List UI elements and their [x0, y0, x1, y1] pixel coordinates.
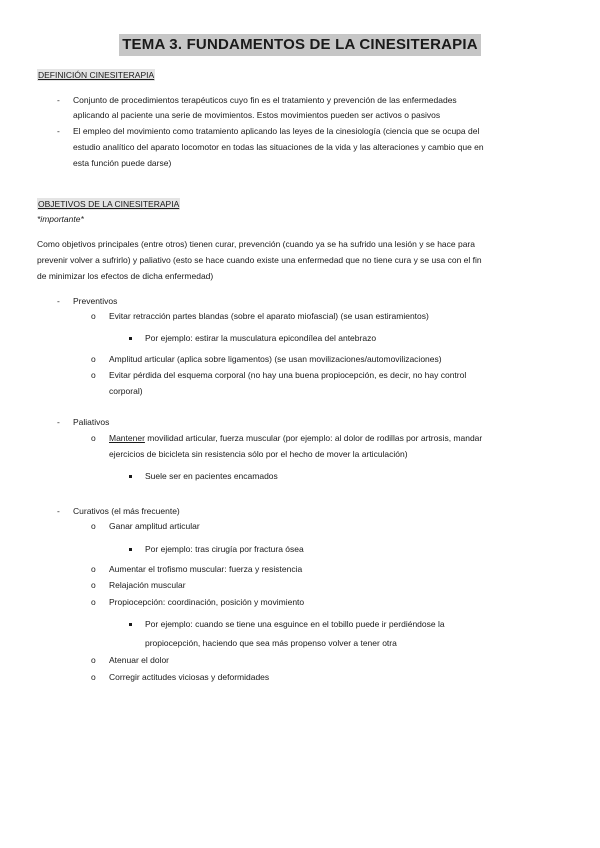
list-item: Propiocepción: coordinación, posición y movimiento	[109, 597, 305, 607]
dash-marker: -	[57, 506, 60, 516]
square-bullet-icon	[129, 548, 132, 551]
importance-note: *importante*	[37, 214, 84, 224]
circle-marker: o	[91, 672, 96, 682]
list-item-text: movilidad articular, fuerza muscular (por ejemplo: al dolor de rodillas por artrosis, mandar	[144, 433, 483, 443]
list-item: ejercicios de bicicleta sin resistencia sólo por el hecho de mover la articulación)	[109, 449, 408, 459]
list-item: Atenuar el dolor	[109, 655, 170, 665]
list-item: Ganar amplitud articular	[109, 521, 200, 531]
definition-line: Conjunto de procedimientos terapéuticos cuyo fin es el tratamiento y prevención de las enfermedades	[73, 95, 457, 105]
list-item: Por ejemplo: estirar la musculatura epicondílea del antebrazo	[145, 333, 377, 343]
list-item: Aumentar el trofismo muscular: fuerza y resistencia	[109, 564, 303, 574]
circle-marker: o	[91, 564, 96, 574]
list-item: Amplitud articular (aplica sobre ligamentos) (se usan movilizaciones/automovilizaciones)	[109, 354, 442, 364]
intro-line: prevenir volver a sufrirlo) y paliativo (esto se hace cuando existe una enfermedad que no tiene cura y se usa con el fin	[37, 255, 482, 265]
square-bullet-icon	[129, 623, 132, 626]
list-item: Por ejemplo: cuando se tiene una esguince en el tobillo puede ir perdiéndose la	[145, 619, 445, 629]
definition-line: aplicando al paciente una serie de movimientos. Estos movimientos pueden ser activos o pasivos	[73, 110, 441, 120]
list-item: Corregir actitudes viciosas y deformidades	[109, 672, 270, 682]
intro-line: de minimizar los efectos de dicha enfermedad)	[37, 271, 214, 281]
list-item-preventivos: Preventivos	[73, 296, 118, 306]
circle-marker: o	[91, 580, 96, 590]
circle-marker: o	[91, 655, 96, 665]
dash-marker: -	[57, 296, 60, 306]
intro-line: Como objetivos principales (entre otros) tienen curar, prevención (cuando ya se ha sufrido una lesión y se hace para	[37, 239, 475, 249]
list-item: corporal)	[109, 386, 143, 396]
square-bullet-icon	[129, 337, 132, 340]
definition-line: El empleo del movimiento como tratamiento aplicando las leyes de la cinesiología (ciencia que se ocupa del	[73, 126, 480, 136]
dash-marker: -	[57, 126, 60, 136]
circle-marker: o	[91, 597, 96, 607]
circle-marker: o	[91, 354, 96, 364]
circle-marker: o	[91, 433, 96, 443]
definition-line: estudio analítico del aparato locomotor en todas las situaciones de la vida y las alteraciones y cambio que en	[73, 142, 484, 152]
circle-marker: o	[91, 311, 96, 321]
page-title: TEMA 3. FUNDAMENTOS DE LA CINESITERAPIA	[119, 34, 481, 56]
list-item: Evitar pérdida del esquema corporal (no hay una buena propiocepción, es decir, no hay control	[109, 370, 467, 380]
list-item: Por ejemplo: tras cirugía por fractura ósea	[145, 544, 304, 554]
circle-marker: o	[91, 370, 96, 380]
list-item-paliativos: Paliativos	[73, 417, 110, 427]
list-item-curativos: Curativos (el más frecuente)	[73, 506, 180, 516]
list-item: Evitar retracción partes blandas (sobre el aparato miofascial) (se usan estiramientos)	[109, 311, 429, 321]
list-item	[109, 431, 482, 447]
list-item: Relajación muscular	[109, 580, 186, 590]
dash-marker: -	[57, 417, 60, 427]
section-heading-definicion: DEFINICIÓN CINESITERAPIA	[38, 70, 155, 80]
list-item: propiocepción, haciendo que sea más propenso volver a tener otra	[145, 638, 397, 648]
square-bullet-icon	[129, 475, 132, 478]
title-wrapper	[0, 34, 600, 56]
section-heading-objetivos: OBJETIVOS DE LA CINESITERAPIA	[38, 199, 180, 209]
circle-marker: o	[91, 521, 96, 531]
list-item: Suele ser en pacientes encamados	[145, 471, 278, 481]
dash-marker: -	[57, 95, 60, 105]
underlined-word: Mantener	[109, 433, 145, 443]
definition-line: esta función puede darse)	[73, 158, 172, 168]
